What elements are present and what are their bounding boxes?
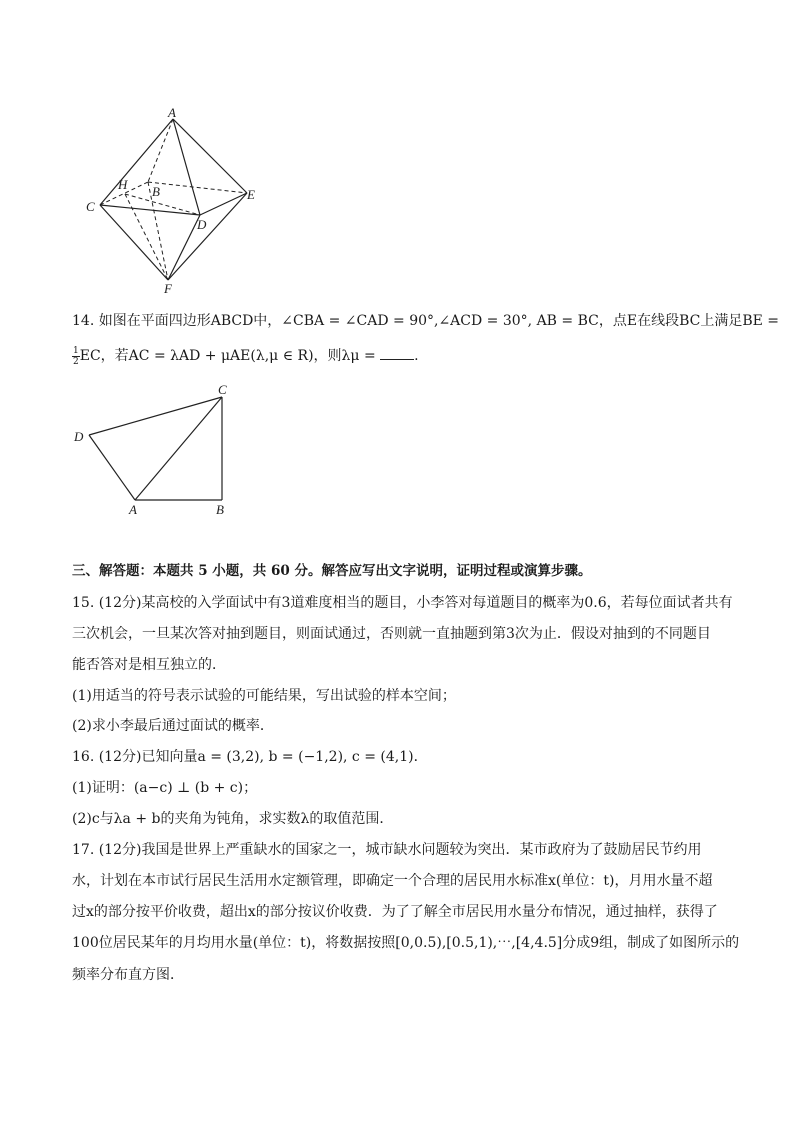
edge-CD xyxy=(100,205,200,215)
edge-BE xyxy=(148,182,247,193)
label-A: A xyxy=(129,502,137,517)
label-A: A xyxy=(168,105,176,120)
edge-AD xyxy=(173,119,200,215)
label-B: B xyxy=(152,184,160,199)
edge-DA xyxy=(89,435,135,500)
label-D: D xyxy=(197,217,207,232)
q15-line3: 能否答对是相互独立的． xyxy=(72,657,226,673)
q15-part1: (1)用适当的符号表示试验的可能结果，写出试验的样本空间； xyxy=(72,688,456,704)
quadrilateral-figure xyxy=(70,380,240,520)
edge-AB xyxy=(148,119,173,182)
segment-HF xyxy=(125,194,168,280)
q16-line1: 16. (12分)已知向量a = (3,2), b = (−1,2), c = (4,1)． xyxy=(72,749,428,765)
edge-DC xyxy=(89,397,222,435)
edge-AC xyxy=(135,397,222,500)
edge-DF xyxy=(168,215,200,280)
q17-line2: 水，计划在本市试行居民生活用水定额管理，即确定一个合理的居民用水标准x(单位：t)，月用水量不超 xyxy=(72,873,713,889)
edge-CF xyxy=(100,205,168,280)
q17-line5: 频率分布直方图． xyxy=(72,967,184,983)
label-C: C xyxy=(218,382,227,397)
q14-line2: $\frac{1}{2}$ EC，若AC = λAD + μAE(λ,μ ∈ R)，则λμ = . xyxy=(73,345,419,367)
label-F: F xyxy=(164,281,172,295)
label-E: E xyxy=(247,187,255,202)
edge-DE xyxy=(200,193,247,215)
octahedron-figure xyxy=(80,105,270,295)
q16-part1: (1)证明：(a−c) ⊥ (b + c)； xyxy=(72,780,258,796)
q17-line4: 100位居民某年的月均用水量(单位：t)，将数据按照[0,0.5),[0.5,1),⋯,[4,4.5]分成9组，制成了如图所示的 xyxy=(72,935,740,951)
section-3-heading: 三、解答题：本题共 5 小题，共 60 分。解答应写出文字说明，证明过程或演算步骤。 xyxy=(72,563,592,579)
edge-AE xyxy=(173,119,247,193)
label-H: H xyxy=(118,177,128,192)
q16-part2: (2)c与λa + b的夹角为钝角，求实数λ的取值范围． xyxy=(72,811,394,827)
label-B: B xyxy=(216,502,224,517)
q15-part2: (2)求小李最后通过面试的概率． xyxy=(72,718,274,734)
answer-blank xyxy=(380,345,414,360)
q17-line1: 17. (12分)我国是世界上严重缺水的国家之一，城市缺水问题较为突出．某市政府为了鼓励居民节约用 xyxy=(72,842,702,858)
q14-line1: 14. 如图在平面四边形ABCD中，∠CBA = ∠CAD = 90°,∠ACD = 30°, AB = BC，点E在线段BC上满足BE = xyxy=(72,313,780,329)
label-D: D xyxy=(74,429,84,444)
q15-line2: 三次机会，一旦某次答对抽到题目，则面试通过，否则就一直抽题到第3次为止．假设对抽到的不同题目 xyxy=(72,626,711,642)
edge-AC xyxy=(100,119,173,205)
label-C: C xyxy=(86,199,95,214)
octahedron-diagram xyxy=(80,105,270,295)
quadrilateral-diagram xyxy=(70,380,240,520)
fraction-one-half: $\frac{1}{2}$ xyxy=(73,345,79,367)
edge-EF xyxy=(168,193,247,280)
q17-line3: 过x的部分按平价收费，超出x的部分按议价收费．为了了解全市居民用水量分布情况，通过抽样，获得了 xyxy=(72,904,718,920)
q15-line1: 15. (12分)某高校的入学面试中有3道难度相当的题目，小李答对每道题目的概率为0.6，若每位面试者共有 xyxy=(72,595,733,611)
